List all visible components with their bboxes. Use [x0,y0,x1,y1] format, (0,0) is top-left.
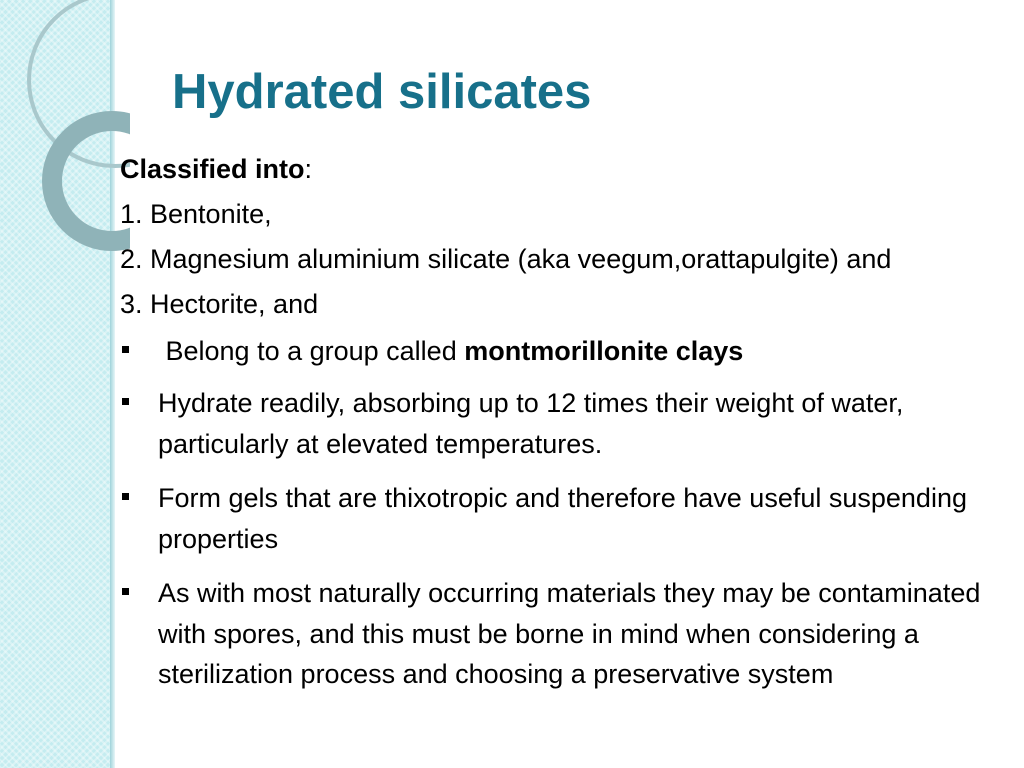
bullet-montmorillonite [120,331,1010,372]
list-item-magnesium-aluminium-silicate: 2. Magnesium aluminium silicate (aka veegum,orattapulgite) and [120,244,892,275]
bullet-hydrate [120,383,1010,464]
bullet-contamination [120,573,1010,695]
list-item-bentonite: 1. Bentonite, [120,199,272,230]
thick-ring [52,121,130,241]
bullet-text: Hydrate readily, absorbing up to 12 times their weight of water, particularly at elevated temperatures. [158,388,904,459]
bullet-text: As with most naturally occurring materials they may be contaminated with spores, and this must be borne in mind when considering a sterilization process and choosing a preservative system [158,578,981,690]
bullet-text: Belong to a group called [158,335,465,366]
slide-title: Hydrated silicates [172,65,592,119]
slide-body [120,150,1010,707]
bullet-list [120,331,1010,695]
bullet-text: Form gels that are thixotropic and therefore have useful suspending properties [158,483,967,554]
decorative-rings [0,0,130,768]
square-bullet-icon [122,346,129,353]
bullet-bold-text: montmorillonite clays [464,335,744,366]
classified-label: Classified into [120,154,305,184]
square-bullet-icon [122,588,129,595]
classified-heading [120,150,1010,189]
square-bullet-icon [122,398,129,405]
classified-colon: : [304,154,313,184]
list-item-hectorite: 3. Hectorite, and [120,289,319,320]
bullet-gels [120,478,1010,559]
square-bullet-icon [122,493,129,500]
